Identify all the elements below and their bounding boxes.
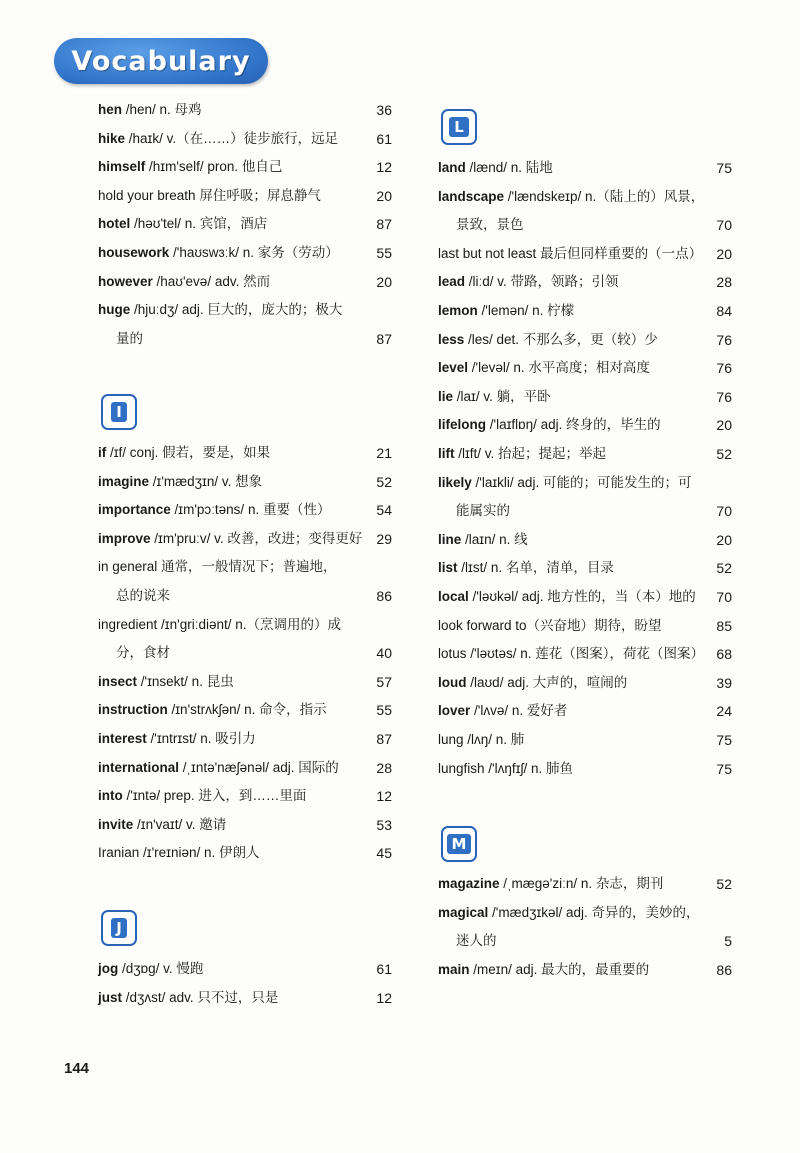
- entry-row: [98, 128, 338, 150]
- entry-row: [98, 671, 234, 693]
- entry-page-number: 55: [376, 702, 392, 719]
- entry-page-number: 12: [376, 788, 392, 805]
- entry-definition: /'lændskeɪp/ n.（陆上的）风景，: [504, 188, 705, 204]
- entry-definition: /hen/ n. 母鸡: [122, 102, 202, 117]
- entry-definition: 总的说来: [116, 588, 170, 603]
- entry-word: into: [98, 788, 123, 804]
- entry-page-number: 68: [716, 646, 732, 663]
- entry-definition: 迷人的: [456, 933, 497, 949]
- entry-definition: /lʌŋ/ n. 肺: [463, 732, 525, 747]
- entry-word: lover: [438, 703, 471, 719]
- vocabulary-header: [54, 38, 268, 84]
- entry-definition: /meɪn/ adj. 最大的，最重要的: [469, 961, 650, 977]
- entry-page-number: 24: [716, 703, 732, 720]
- entry-word: lemon: [438, 303, 478, 318]
- entry-page-number: 76: [716, 360, 732, 377]
- entry-word: improve: [98, 530, 151, 546]
- entry-page-number: 28: [716, 274, 732, 291]
- entry-definition: 屏住呼吸；屏息静气: [195, 187, 321, 203]
- entry-word: list: [438, 560, 458, 576]
- entry-row: [98, 442, 270, 464]
- entry-definition: /ɪf/ conj. 假若，要是，如果: [106, 445, 271, 460]
- entry-page-number: 20: [376, 273, 392, 290]
- entry-page-number: 76: [716, 331, 732, 348]
- entry-row: [438, 557, 614, 579]
- section-letter-j_letter: [101, 910, 137, 946]
- entry-word: ingredient: [98, 616, 158, 632]
- entry-word: international: [98, 759, 180, 775]
- entry-page-number: 86: [716, 961, 732, 978]
- entry-definition: 景致，景色: [456, 217, 524, 233]
- entry-page-number: 75: [716, 732, 732, 748]
- entry-definition: /ɪ'reɪniən/ n. 伊朗人: [139, 845, 260, 861]
- entry-definition: /'ləʊtəs/ n. 莲花（图案），荷花（图案）: [466, 646, 705, 662]
- entry-definition: /'mædʒɪkəl/ adj. 奇异的，美妙的，: [488, 904, 700, 920]
- entry-definition: /ˌmægə'ziːn/ n. 杂志，期刊: [499, 876, 664, 891]
- entry-definition: /lɪft/ v. 抬起；提起；举起: [454, 446, 607, 461]
- entry-row: [98, 987, 278, 1009]
- entry-row: [438, 959, 649, 981]
- section-letter-m_letter: [441, 826, 477, 862]
- entry-row: [98, 614, 341, 636]
- entry-row: [98, 156, 282, 178]
- entry-word: lotus: [438, 646, 467, 662]
- entry-definition: /ɪn'strʌkʃən/ n. 命令，指示: [167, 702, 327, 718]
- entry-page-number: 29: [376, 530, 392, 547]
- entry-page-number: 20: [716, 417, 732, 434]
- entry-row: [438, 615, 662, 637]
- entry-row: [438, 243, 702, 265]
- entry-word: in general: [98, 559, 158, 575]
- entry-definition: /hjuːdʒ/ adj. 巨大的，庞大的；极大: [130, 302, 343, 318]
- entry-page-number: 87: [376, 330, 392, 347]
- entry-definition: /lænd/ n. 陆地: [465, 160, 553, 175]
- entry-definition: /lɪst/ n. 名单，清单，目录: [457, 560, 614, 576]
- entry-word: invite: [98, 816, 134, 832]
- entry-page-number: 52: [716, 446, 732, 462]
- entry-page-number: 36: [376, 102, 392, 118]
- entry-page-number: 87: [376, 731, 392, 747]
- entry-row: [98, 271, 270, 293]
- entry-row: [456, 930, 497, 952]
- entry-definition: /'ɪnsekt/ n. 昆虫: [137, 673, 234, 689]
- entry-page-number: 75: [716, 760, 732, 777]
- entry-row: [98, 728, 256, 750]
- section-letter: M: [447, 834, 472, 854]
- entry-definition: /'ləʊkəl/ adj. 地方性的，当（本）地的: [468, 589, 696, 604]
- entry-word: hike: [98, 130, 126, 146]
- entry-page-number: 45: [376, 845, 392, 862]
- entry-word: magazine: [438, 876, 500, 891]
- entry-row: [98, 757, 339, 779]
- entry-row: [98, 842, 260, 864]
- entry-page-number: 70: [716, 503, 732, 520]
- entry-row: [438, 643, 704, 665]
- entry-page-number: 52: [716, 560, 732, 577]
- entry-page-number: 85: [716, 617, 732, 634]
- entry-row: [438, 157, 553, 179]
- entry-row: [438, 729, 524, 751]
- entry-definition: /ˌɪntə'næʃənəl/ adj. 国际的: [179, 759, 339, 775]
- entry-row: [438, 271, 619, 293]
- entry-row: [438, 186, 704, 208]
- entry-row: [438, 329, 658, 351]
- entry-row: [98, 785, 306, 807]
- entry-page-number: 55: [376, 245, 392, 261]
- entry-definition: /'lemən/ n. 柠檬: [477, 303, 575, 318]
- entry-definition: 通常，一般情况下；普遍地，: [157, 559, 337, 575]
- entry-word: lift: [438, 446, 455, 461]
- entry-definition: /həʊ'tel/ n. 宾馆，酒店: [130, 216, 268, 232]
- entry-definition: /ɪ'mædʒɪn/ v. 想象: [149, 473, 263, 489]
- entry-definition: /laɪ/ v. 躺，平卧: [453, 388, 551, 404]
- entry-word: jog: [98, 961, 119, 976]
- entry-row: [98, 99, 202, 121]
- entry-page-number: 40: [376, 645, 392, 662]
- entry-word: however: [98, 273, 153, 289]
- entry-page-number: 39: [716, 674, 732, 691]
- entry-word: instruction: [98, 702, 168, 718]
- entry-row: [98, 814, 226, 836]
- entry-word: level: [438, 360, 469, 376]
- entry-row: [98, 958, 203, 980]
- entry-definition: /'ɪntə/ prep. 进入，到……里面: [122, 788, 307, 804]
- entry-page-number: 28: [376, 759, 392, 776]
- entry-definition: /'lʌvə/ n. 爱好者: [470, 703, 568, 719]
- entry-definition: /laɪn/ n. 线: [461, 531, 528, 547]
- entry-row: [438, 443, 606, 465]
- entry-row: [438, 672, 627, 694]
- entry-page-number: 57: [376, 673, 392, 690]
- entry-definition: /haʊ'evə/ adv. 然而: [152, 273, 271, 289]
- entry-definition: /ɪn'vaɪt/ v. 邀请: [133, 816, 227, 832]
- entry-page-number: 54: [376, 502, 392, 519]
- section-letter: I: [111, 402, 127, 422]
- entry-row: [438, 414, 661, 436]
- entry-definition: 能属实的: [456, 503, 510, 519]
- entry-definition: /'haʊswɜːk/ n. 家务（劳动）: [169, 245, 339, 260]
- entry-row: [438, 300, 574, 322]
- entry-row: [438, 700, 567, 722]
- entry-page-number: 20: [716, 245, 732, 262]
- entry-definition: 最后但同样重要的（一点）: [536, 245, 703, 261]
- entry-row: [438, 472, 691, 494]
- entry-word: if: [98, 445, 107, 460]
- entry-row: [98, 528, 362, 550]
- section-letter-l_letter: [441, 109, 477, 145]
- entry-definition: 量的: [116, 330, 143, 346]
- entry-word: insect: [98, 673, 138, 689]
- entry-word: last but not least: [438, 245, 537, 261]
- entry-row: [438, 873, 663, 895]
- entry-page-number: 12: [376, 989, 392, 1006]
- entry-definition: /ɪn'griːdiənt/ n.（烹调用的）成: [157, 616, 341, 632]
- entry-page-number: 76: [716, 388, 732, 405]
- entry-row: [456, 500, 510, 522]
- entry-definition: （兴奋地）期待，盼望: [526, 617, 662, 633]
- entry-word: line: [438, 531, 462, 547]
- entry-page-number: 21: [376, 445, 392, 461]
- entry-word: landscape: [438, 188, 505, 204]
- entry-word: less: [438, 331, 465, 347]
- entry-word: lung: [438, 732, 464, 747]
- entry-definition: /'levəl/ n. 水平高度；相对高度: [468, 360, 650, 376]
- entry-page-number: 61: [376, 961, 392, 977]
- entry-row: [438, 758, 573, 780]
- section-letter-i_letter: [101, 394, 137, 430]
- entry-row: [98, 699, 327, 721]
- entry-page-number: 86: [376, 588, 392, 604]
- entry-word: loud: [438, 674, 467, 690]
- entry-definition: /'lʌŋfɪʃ/ n. 肺鱼: [484, 760, 573, 776]
- entry-word: Iranian: [98, 845, 140, 861]
- entry-row: [438, 386, 551, 408]
- entry-definition: /'ɪntrɪst/ n. 吸引力: [146, 731, 256, 746]
- entry-definition: /'laɪflɒŋ/ adj. 终身的，毕生的: [486, 417, 661, 433]
- entry-page-number: 70: [716, 217, 732, 234]
- entry-page-number: 5: [724, 933, 732, 950]
- entry-page-number: 84: [716, 303, 732, 319]
- entry-row: [98, 471, 262, 493]
- page-number: 144: [64, 1060, 90, 1077]
- entry-word: lungfish: [438, 760, 485, 776]
- entry-row: [438, 357, 650, 379]
- entry-word: magical: [438, 904, 489, 920]
- entry-word: lie: [438, 388, 454, 404]
- entry-word: hotel: [98, 216, 131, 232]
- entry-page-number: 61: [376, 130, 392, 147]
- entry-page-number: 52: [376, 473, 392, 490]
- page-title: Vocabulary: [71, 45, 251, 77]
- entry-row: [98, 213, 267, 235]
- entry-page-number: 53: [376, 816, 392, 833]
- entry-page-number: 70: [716, 589, 732, 605]
- entry-row: [438, 902, 700, 924]
- entry-row: [438, 529, 528, 551]
- entry-word: just: [98, 989, 123, 1005]
- entry-word: look forward to: [438, 617, 527, 633]
- entry-row: [98, 556, 337, 578]
- entry-word: land: [438, 160, 466, 175]
- entry-word: lifelong: [438, 417, 486, 433]
- entry-definition: /dʒɒg/ v. 慢跑: [118, 961, 204, 976]
- entry-definition: /hɪm'self/ pron. 他自己: [145, 159, 283, 175]
- section-letter: J: [111, 918, 127, 938]
- entry-row: [116, 642, 170, 664]
- entry-page-number: 20: [376, 187, 392, 204]
- entry-definition: /les/ det. 不那么多，更（较）少: [464, 331, 658, 347]
- entry-page-number: 12: [376, 159, 392, 176]
- entry-row: [116, 328, 143, 350]
- entry-page-number: 20: [716, 531, 732, 548]
- entry-word: imagine: [98, 473, 150, 489]
- entry-row: [456, 214, 524, 236]
- entry-word: importance: [98, 502, 171, 518]
- entry-word: hen: [98, 102, 123, 117]
- entry-word: local: [438, 589, 469, 604]
- entry-word: main: [438, 961, 470, 977]
- entry-definition: /haɪk/ v.（在……）徒步旅行，远足: [125, 130, 339, 146]
- entry-word: interest: [98, 731, 147, 746]
- section-letter: L: [449, 117, 469, 137]
- entry-row: [116, 585, 170, 607]
- entry-row: [98, 185, 321, 207]
- entry-definition: /ɪm'pɔːtəns/ n. 重要（性）: [170, 502, 331, 518]
- entry-row: [98, 499, 330, 521]
- entry-row: [98, 242, 339, 264]
- entry-definition: /ɪm'pruːv/ v. 改善，改进；变得更好: [150, 530, 363, 546]
- entry-page-number: 52: [716, 876, 732, 892]
- entry-word: himself: [98, 159, 146, 175]
- entry-word: lead: [438, 274, 466, 290]
- entry-word: housework: [98, 245, 170, 260]
- entry-word: huge: [98, 302, 131, 318]
- entry-definition: /liːd/ v. 带路，领路；引领: [465, 274, 619, 290]
- entry-definition: 分，食材: [116, 645, 170, 661]
- entry-definition: /dʒʌst/ adv. 只不过，只是: [122, 989, 279, 1005]
- entry-word: hold your breath: [98, 187, 196, 203]
- entry-definition: /laʊd/ adj. 大声的，喧闹的: [466, 674, 628, 690]
- entry-page-number: 87: [376, 216, 392, 233]
- entry-definition: /'laɪkli/ adj. 可能的；可能发生的；可: [471, 474, 692, 490]
- entry-page-number: 75: [716, 160, 732, 176]
- entry-row: [438, 586, 696, 608]
- entry-word: likely: [438, 474, 472, 490]
- entry-row: [98, 299, 342, 321]
